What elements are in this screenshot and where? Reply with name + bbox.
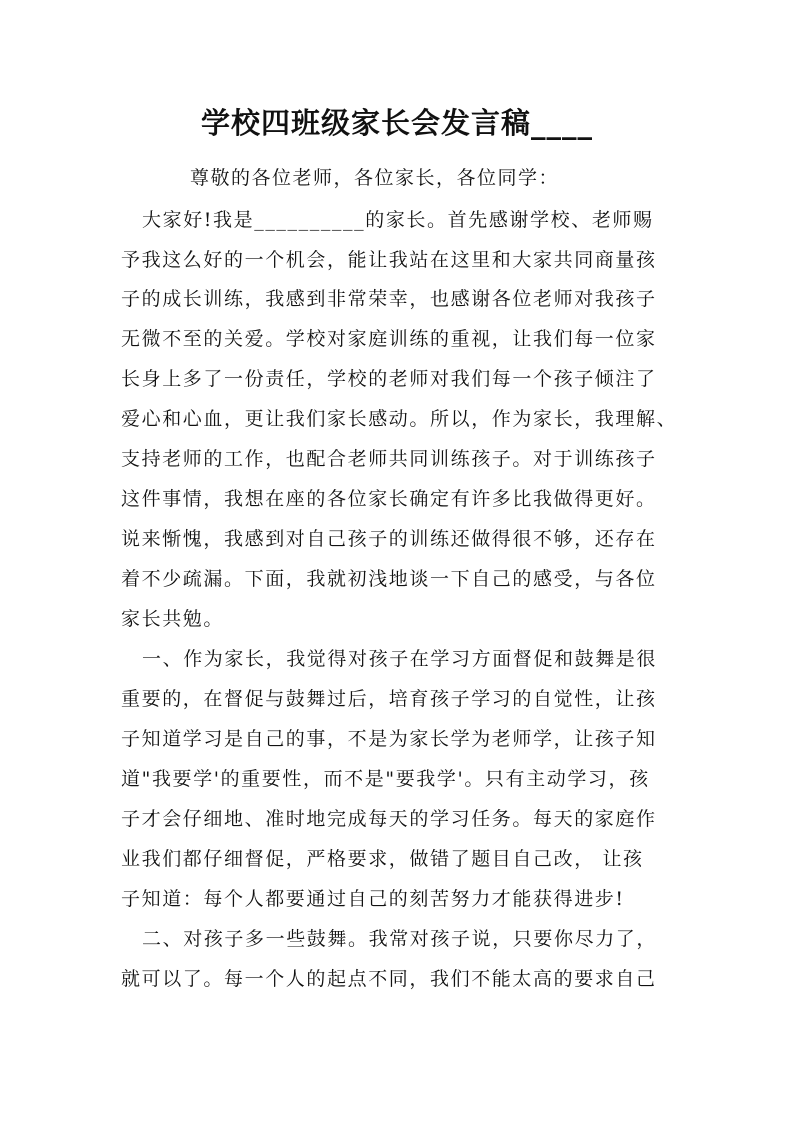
- paragraph-line: 二、对孩子多一些鼓舞。我常对孩子说，只要你尽力了，: [142, 928, 658, 950]
- paragraph-line: 无微不至的关爱。学校对家庭训练的重视，让我们每一位家: [121, 328, 657, 350]
- paragraph-line: 道"我要学'的重要性，而不是"要我学'。只有主动学习，孩: [121, 768, 650, 790]
- paragraph-line: 子知道学习是自己的事，不是为家长学为老师学，让孩子知: [121, 728, 657, 750]
- paragraph-line: 支持老师的工作，也配合老师共同训练孩子。对于训练孩子: [121, 448, 657, 470]
- paragraph-line: 爱心和心血，更让我们家长感动。所以，作为家长，我理解、: [121, 408, 678, 430]
- paragraph-line: 子才会仔细地、准时地完成每天的学习任务。每天的家庭作: [121, 808, 657, 830]
- paragraph-line: 长身上多了一份责任，学校的老师对我们每一个孩子倾注了: [121, 368, 657, 390]
- paragraph-line: 就可以了。每一个人的起点不同，我们不能太高的要求自己: [121, 968, 657, 990]
- paragraph-line: 这件事情，我想在座的各位家长确定有许多比我做得更好。: [121, 488, 657, 510]
- paragraph-line: 一、作为家长，我觉得对孩子在学习方面督促和鼓舞是很: [142, 648, 658, 670]
- paragraph-line: 着不少疏漏。下面，我就初浅地谈一下自己的感受，与各位: [121, 568, 657, 590]
- paragraph-line: 家长共勉。: [121, 608, 225, 630]
- paragraph-line: 子知道：每个人都要通过自己的刻苦努力才能获得进步!: [121, 888, 625, 910]
- paragraph-line: 子的成长训练，我感到非常荣幸，也感谢各位老师对我孩子: [121, 288, 657, 310]
- salutation: 尊敬的各位老师，各位家长，各位同学：: [190, 167, 560, 189]
- paragraph-line: 说来惭愧，我感到对自己孩子的训练还做得很不够，还存在: [121, 528, 657, 550]
- document-title: 学校四班级家长会发言稿____: [200, 106, 593, 140]
- paragraph-line: 重要的，在督促与鼓舞过后，培育孩子学习的自觉性，让孩: [121, 688, 657, 710]
- paragraph-line: 大家好!我是__________的家长。首先感谢学校、老师赐: [142, 209, 654, 231]
- paragraph-line: 予我这么好的一个机会，能让我站在这里和大家共同商量孩: [121, 249, 657, 271]
- paragraph-line: 业我们都仔细督促，严格要求，做错了题目自己改， 让孩: [121, 848, 644, 870]
